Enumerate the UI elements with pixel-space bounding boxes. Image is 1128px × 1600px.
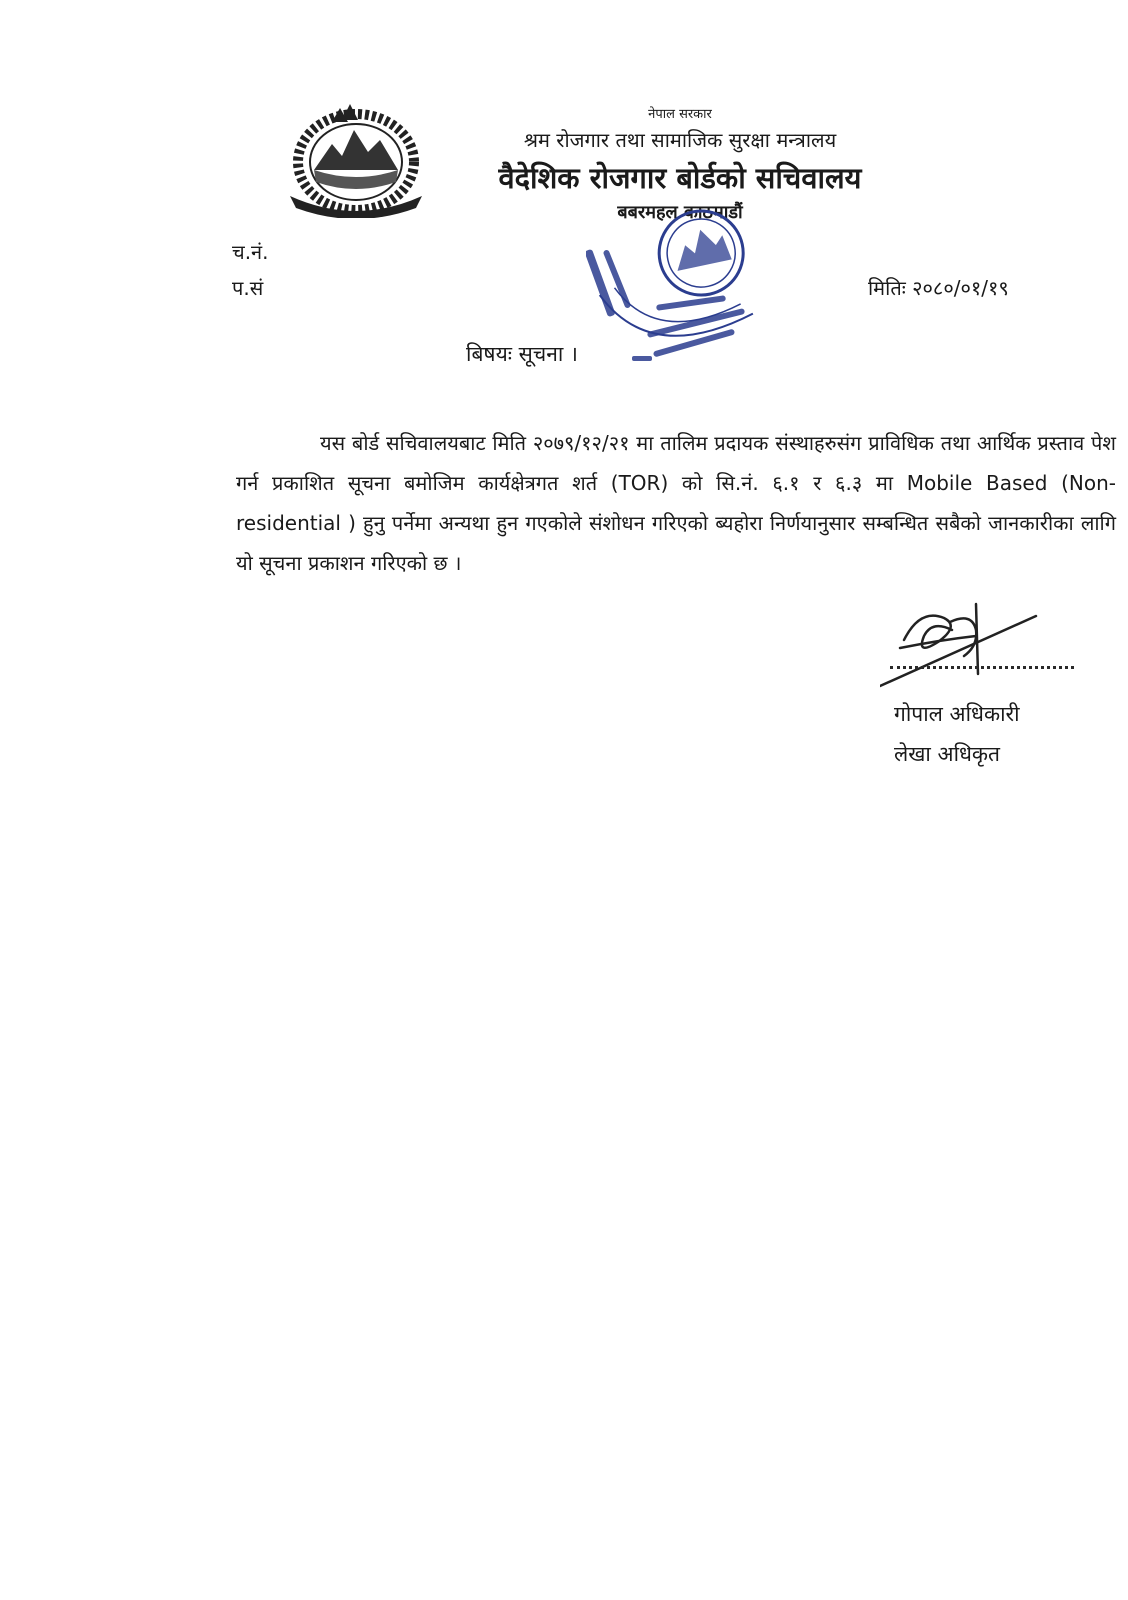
subject-line: बिषयः सूचना ।	[466, 342, 578, 366]
ministry-name: श्रम रोजगार तथा सामाजिक सुरक्षा मन्त्रालय	[523, 128, 837, 152]
signatory-title: लेखा अधिकृत	[894, 742, 1001, 766]
nepal-emblem-icon	[288, 100, 424, 218]
office-seal-stamp	[586, 208, 776, 368]
patra-sankhya-label: प.सं	[232, 276, 264, 300]
chalani-number-label: च.नं.	[232, 240, 269, 264]
government-name: नेपाल सरकार	[648, 107, 712, 122]
signature-dotted-line	[890, 666, 1074, 669]
office-address: बबरमहल काठमाडौं	[617, 202, 743, 223]
handwritten-signature	[880, 600, 1060, 692]
signatory-name: गोपाल अधिकारी	[894, 702, 1020, 726]
letter-date: मितिः २०८०/०१/१९	[868, 276, 1009, 300]
office-name: वैदेशिक रोजगार बोर्डको सचिवालय	[498, 161, 862, 195]
notice-body: यस बोर्ड सचिवालयबाट मिति २०७९/१२/२१ मा तालिम प्रदायक संस्थाहरुसंग प्राविधिक तथा आर्थिक प्रस्ताव पेश गर्न प्रकाशित सूचना बमोजिम कार्यक्षेत्रगत शर्त (TOR) को सि.नं. ६.१ र ६.३ मा Mobile Based (Non- residential ) हुनु पर्नेमा अन्यथा हुन गएकोले संशोधन गरिएको ब्यहोरा निर्णयानुसार सम्बन्धित सबैको जानकारीका लागि यो सूचना प्रकाशन गरिएको छ ।	[236, 431, 1116, 575]
